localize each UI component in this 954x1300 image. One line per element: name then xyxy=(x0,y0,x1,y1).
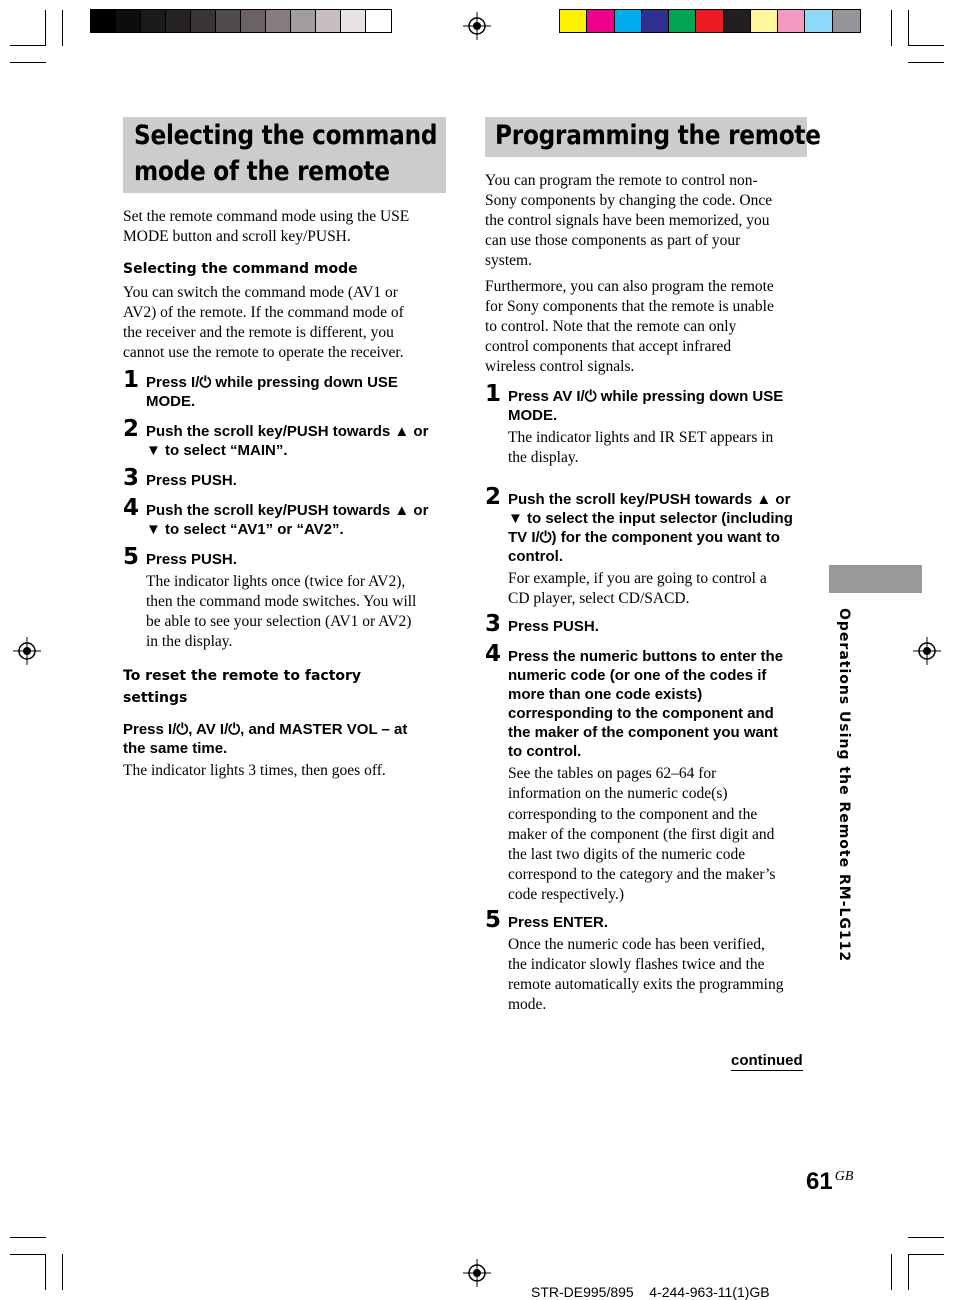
step-instruction-line: MODE. xyxy=(508,407,558,424)
step-instruction xyxy=(146,471,453,490)
step-note-line: information on the numeric code(s) xyxy=(508,785,728,803)
section-side-label: Operations Using the Remote RM-LG112 xyxy=(836,608,852,963)
step-item xyxy=(485,381,815,468)
registration-mark-left xyxy=(13,637,41,665)
step-note xyxy=(508,764,815,905)
step-instruction-line: Press the numeric buttons to enter the xyxy=(508,648,784,666)
step-note-line: CD player, select CD/SACD. xyxy=(508,590,690,608)
selecting-command-mode-subhead: Selecting the command mode xyxy=(123,261,358,277)
step-instruction-line: more than one code exists) xyxy=(508,686,703,704)
right-heading: Programming the remote xyxy=(495,120,821,151)
color-swatch xyxy=(778,10,805,32)
step-note xyxy=(508,935,815,1015)
step-instruction-line: to control. xyxy=(508,743,582,761)
color-swatch xyxy=(615,10,642,32)
step-instruction-line: numeric code (or one of the codes if xyxy=(508,667,767,685)
color-swatch xyxy=(642,10,669,32)
step-instruction-line: the maker of the component you want xyxy=(508,724,779,742)
step-instruction xyxy=(508,617,815,636)
text-line: the control signals have been memorized, you xyxy=(485,212,770,230)
step-item xyxy=(485,641,815,905)
step-note-line: the display. xyxy=(508,449,579,467)
right-intro-paragraph xyxy=(485,171,815,271)
left-intro-paragraph xyxy=(123,207,453,247)
step-note-line: the indicator slowly flashes twice and the xyxy=(508,956,765,974)
color-swatch xyxy=(696,10,723,32)
text-line: You can switch the command mode (AV1 or xyxy=(123,284,398,301)
step-note-line: remote automatically exits the programming xyxy=(508,976,784,994)
page-number-suffix: GB xyxy=(834,1169,854,1184)
step-instruction xyxy=(146,550,453,569)
continued-label: continued xyxy=(731,1052,803,1069)
step-note-line: the last two digits of the numeric code xyxy=(508,845,746,863)
right-steps-list xyxy=(485,381,815,1023)
text-line: the receiver and the remote is different, you xyxy=(123,324,394,342)
step-note-line: For example, if you are going to control a xyxy=(508,570,767,588)
text-line: can use those components as part of your xyxy=(485,232,741,250)
step-note-line: The indicator lights and IR SET appears in xyxy=(508,429,774,446)
reset-instruction xyxy=(123,720,453,758)
text-line: for Sony components that the remote is unable xyxy=(485,298,774,316)
left-heading-line1: Selecting the command xyxy=(134,120,438,151)
step-instruction-line: control. xyxy=(508,548,563,566)
section-side-tab xyxy=(829,565,922,593)
registration-mark-bottom xyxy=(463,1259,491,1287)
step-instruction-line: ▼ to select “AV1” or “AV2”. xyxy=(146,521,344,538)
step-note-line: mode. xyxy=(508,996,547,1014)
step-instruction-line: Press I/⏻ while pressing down USE xyxy=(146,374,398,391)
text-line: cannot use the remote to operate the receiver. xyxy=(123,344,404,362)
step-item xyxy=(123,367,453,411)
step-number: 2 xyxy=(485,484,502,511)
step-number: 2 xyxy=(123,416,140,442)
step-instruction-line: Press PUSH. xyxy=(146,472,237,489)
step-number: 1 xyxy=(123,367,140,393)
step-instruction xyxy=(146,373,453,411)
step-instruction-line: Press AV I/⏻ while pressing down USE xyxy=(508,388,784,405)
step-item xyxy=(123,465,453,491)
text-line: MODE button and scroll key/PUSH. xyxy=(123,228,351,246)
step-number: 5 xyxy=(485,907,502,934)
reset-subhead-line1: To reset the remote to factory xyxy=(123,668,362,684)
grayscale-swatch xyxy=(216,10,241,32)
step-instruction xyxy=(508,647,815,761)
step-instruction-line: Press PUSH. xyxy=(508,618,599,636)
grayscale-swatch xyxy=(291,10,316,32)
page-number-value: 61 xyxy=(806,1168,833,1195)
right-sony-paragraph xyxy=(485,277,815,377)
step-note-line: correspond to the category and the maker’s xyxy=(508,865,776,883)
step-item xyxy=(485,611,815,638)
color-swatch xyxy=(833,10,860,32)
text-line: control components that accept infrared xyxy=(485,338,732,356)
grayscale-swatch xyxy=(366,10,391,32)
step-note-line: code respectively.) xyxy=(508,885,625,903)
step-instruction-line: Push the scroll key/PUSH towards ▲ or xyxy=(508,491,791,509)
grayscale-swatch xyxy=(241,10,266,32)
color-swatch xyxy=(805,10,832,32)
step-note-line: then the command mode switches. You will xyxy=(146,593,417,611)
text-line: Furthermore, you can also program the remote xyxy=(485,278,774,295)
step-instruction xyxy=(146,501,453,539)
step-instruction-line: ▼ to select the input selector (including xyxy=(508,510,793,528)
step-instruction xyxy=(146,422,453,460)
color-swatch xyxy=(751,10,778,32)
step-number: 4 xyxy=(485,641,502,668)
step-instruction xyxy=(508,913,815,932)
grayscale-swatch xyxy=(266,10,291,32)
text-line: You can program the remote to control non- xyxy=(485,172,758,189)
grayscale-swatch xyxy=(166,10,191,32)
color-swatch xyxy=(587,10,614,32)
step-note-line: maker of the component (the first digit and xyxy=(508,825,775,843)
step-note xyxy=(508,428,815,468)
step-instruction xyxy=(508,490,815,566)
text-line: to control. Note that the remote can only xyxy=(485,318,737,336)
step-instruction-line: Push the scroll key/PUSH towards ▲ or xyxy=(146,423,429,440)
step-instruction xyxy=(508,387,815,425)
step-number: 3 xyxy=(123,465,140,491)
text-line: AV2) of the remote. If the command mode of xyxy=(123,304,404,322)
text-line: Sony components by changing the code. Once xyxy=(485,192,773,210)
step-note-line: be able to see your selection (AV1 or AV2) xyxy=(146,613,412,631)
step-note-line: The indicator lights once (twice for AV2), xyxy=(146,573,406,590)
step-number: 5 xyxy=(123,544,140,570)
step-note-line: See the tables on pages 62–64 for xyxy=(508,765,717,783)
step-instruction-line: MODE. xyxy=(146,393,196,410)
step-item xyxy=(485,484,815,609)
step-item xyxy=(123,544,453,652)
registration-mark-right xyxy=(913,637,941,665)
reset-note: The indicator lights 3 times, then goes off. xyxy=(123,762,386,779)
color-swatch xyxy=(669,10,696,32)
step-instruction-line: Press PUSH. xyxy=(146,551,237,568)
text-line: system. xyxy=(485,252,532,270)
step-note-line: in the display. xyxy=(146,633,233,651)
color-calibration-bar xyxy=(559,9,861,33)
step-instruction-line: ▼ to select “MAIN”. xyxy=(146,442,288,459)
step-note-line: Once the numeric code has been verified, xyxy=(508,936,765,954)
grayscale-swatch xyxy=(316,10,341,32)
step-instruction-line: Push the scroll key/PUSH towards ▲ or xyxy=(146,502,429,519)
step-number: 3 xyxy=(485,611,502,638)
footer-model-code: STR-DE995/895 4-244-963-11(1)GB xyxy=(531,1284,770,1300)
step-instruction-line: Press ENTER. xyxy=(508,914,609,932)
left-para-command-mode xyxy=(123,283,453,363)
text-line: wireless control signals. xyxy=(485,358,635,376)
grayscale-swatch xyxy=(91,10,116,32)
left-steps-list xyxy=(123,367,453,660)
text-line: Press I/⏻, AV I/⏻, and MASTER VOL – at xyxy=(123,721,408,738)
color-swatch xyxy=(560,10,587,32)
step-instruction-line: TV I/⏻) for the component you want to xyxy=(508,529,780,547)
reset-remote-subhead xyxy=(123,665,361,709)
grayscale-swatch xyxy=(191,10,216,32)
grayscale-swatch xyxy=(141,10,166,32)
text-line: Set the remote command mode using the USE xyxy=(123,208,410,225)
color-swatch xyxy=(724,10,751,32)
grayscale-swatch xyxy=(116,10,141,32)
step-item xyxy=(123,416,453,460)
grayscale-swatch xyxy=(341,10,366,32)
reset-subhead-line2: settings xyxy=(123,690,188,706)
registration-mark-top xyxy=(463,12,491,40)
step-instruction-line: corresponding to the component and xyxy=(508,705,774,723)
step-item xyxy=(123,495,453,539)
step-note-line: corresponding to the component and the xyxy=(508,805,758,823)
step-number: 1 xyxy=(485,381,502,407)
step-item xyxy=(485,907,815,1015)
step-number: 4 xyxy=(123,495,140,521)
page-number xyxy=(806,1168,853,1196)
left-heading-line2: mode of the remote xyxy=(134,156,390,187)
step-note xyxy=(146,572,453,652)
step-note xyxy=(508,569,815,609)
text-line: the same time. xyxy=(123,740,228,757)
grayscale-color-bar xyxy=(90,9,392,33)
